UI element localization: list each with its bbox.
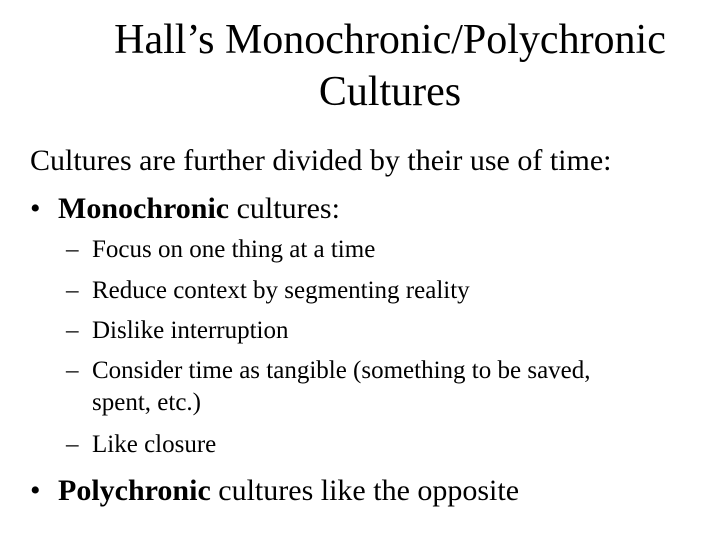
bullet-text: cultures: — [229, 192, 340, 225]
bullet-dot: • — [30, 474, 41, 507]
subitem-text: Consider time as tangible (something to be saved, — [92, 357, 591, 384]
subitem-text: Dislike interruption — [92, 317, 289, 344]
sub-dash: – — [66, 236, 79, 263]
subitem-text: Focus on one thing at a time — [92, 236, 376, 263]
subitem-like-closure — [66, 429, 217, 461]
slide-title-line-1: Hall’s Monochronic/Polychronic — [114, 17, 666, 63]
slide-title-line-2: Cultures — [318, 69, 462, 115]
intro-text: Cultures are further divided by their use of time: — [30, 144, 612, 177]
bullet-bold-term: Polychronic — [58, 474, 211, 507]
bullet-monochronic — [30, 189, 340, 229]
bullet-dot: • — [30, 192, 41, 225]
subitem-text: Reduce context by segmenting reality — [92, 277, 470, 304]
bullet-bold-term: Monochronic — [58, 192, 230, 225]
subitem-time-tangible — [66, 355, 591, 419]
sub-dash: – — [66, 431, 79, 458]
bullet-text: cultures like the opposite — [210, 474, 520, 507]
bullet-polychronic — [30, 471, 519, 511]
subitem-text: Like closure — [92, 431, 217, 458]
subitem-dislike-interruption — [66, 315, 289, 347]
sub-dash: – — [66, 277, 79, 304]
sub-dash: – — [66, 317, 79, 344]
sub-dash: – — [66, 357, 79, 384]
subitem-reduce-context — [66, 275, 470, 307]
slide-title — [30, 14, 720, 118]
subitem-text-continuation: spent, etc.) — [92, 389, 201, 416]
subitem-focus — [66, 234, 376, 266]
